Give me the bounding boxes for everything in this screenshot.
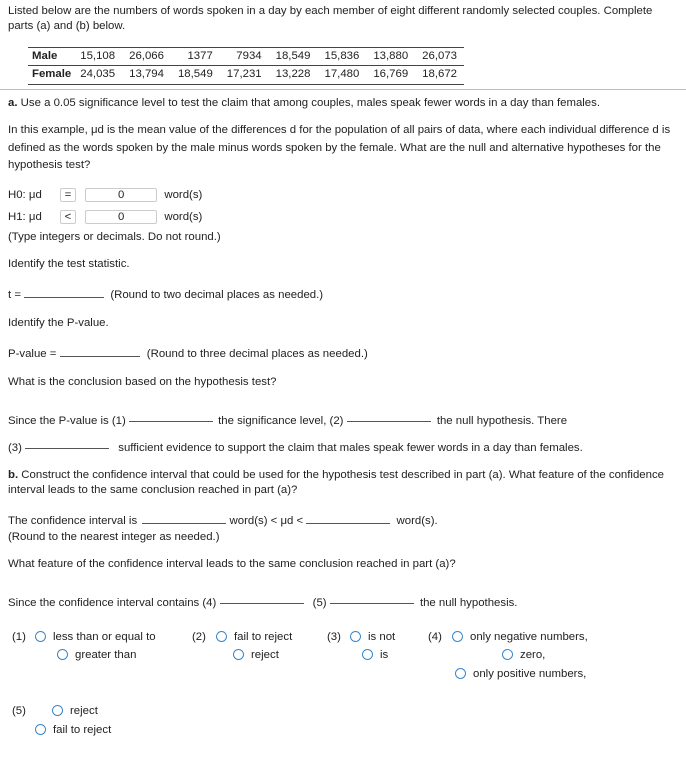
since-line: Since the confidence interval contains (4) (5) the null hypothesis.	[8, 597, 518, 609]
p-prompt: Identify the P-value.	[8, 317, 109, 329]
part-a-context: In this example, μd is the mean value of the differences d for the population of all pairs of data, where each individual difference d is defined as the words spoken by the male minus words spoken by the female. What are the null and alternative hypotheses for the hypothesis test?	[8, 124, 671, 172]
t-stat-input[interactable]	[24, 286, 104, 298]
conclusion-prompt: What is the conclusion based on the hypothesis test?	[8, 376, 277, 388]
radio-icon[interactable]	[52, 705, 63, 716]
option-5-reject[interactable]: reject	[52, 704, 98, 719]
h0-operator-select[interactable]: =	[60, 188, 76, 202]
radio-icon[interactable]	[362, 649, 373, 660]
option-3-is[interactable]: is	[362, 648, 388, 663]
data-table	[28, 47, 464, 85]
dropdown-2-blank[interactable]	[347, 421, 431, 422]
hypothesis-note: (Type integers or decimals. Do not round.)	[8, 231, 221, 243]
h1-value-input[interactable]: 0	[85, 210, 157, 224]
stat-prompt: Identify the test statistic.	[8, 258, 130, 270]
option-2-reject[interactable]: reject	[233, 648, 279, 663]
option-1-less-than-or-equal[interactable]: less than or equal to	[35, 630, 156, 645]
p-row: P-value = (Round to three decimal places as needed.)	[8, 345, 368, 362]
radio-icon[interactable]	[233, 649, 244, 660]
option-4-only-positive[interactable]: only positive numbers,	[455, 667, 586, 682]
h1-operator-select[interactable]: <	[60, 210, 76, 224]
ci-row: The confidence interval is word(s) < μd < word(s).	[8, 512, 438, 529]
p-value-input[interactable]	[60, 345, 140, 357]
table-row-female: Female 24,035 13,794 18,549 17,231 13,228 17,480 16,769 18,672	[28, 66, 464, 84]
h0-row: H0: μd = 0 word(s)	[8, 189, 203, 202]
radio-icon[interactable]	[35, 724, 46, 735]
option-4-zero[interactable]: zero,	[502, 648, 545, 663]
radio-icon[interactable]	[452, 631, 463, 642]
ci-lower-input[interactable]	[142, 512, 226, 524]
divider	[0, 89, 686, 90]
dropdown-3-blank[interactable]	[25, 448, 109, 449]
radio-icon[interactable]	[57, 649, 68, 660]
table-row-male: Male 15,108 26,066 1377 7934 18,549 15,836 13,880 26,073	[28, 48, 464, 66]
ci-upper-input[interactable]	[306, 512, 390, 524]
radio-icon[interactable]	[350, 631, 361, 642]
option-4-only-negative[interactable]: only negative numbers,	[452, 630, 588, 645]
radio-icon[interactable]	[502, 649, 513, 660]
conclusion-line-2: (3) sufficient evidence to support the claim that males speak fewer words in a day than females.	[8, 442, 583, 454]
option-3-is-not[interactable]: is not	[350, 630, 395, 645]
option-1-greater-than[interactable]: greater than	[57, 648, 136, 663]
part-b-question: b. Construct the confidence interval that could be used for the hypothesis test described in part (a). What feature of the confidence interval leads to the same conclusion reached in part (a)?	[8, 469, 664, 497]
feature-prompt: What feature of the confidence interval leads to the same conclusion reached in part (a)?	[8, 558, 456, 570]
intro-text: Listed below are the numbers of words spoken in a day by each member of eight different randomly selected couples. Complete parts (a) and (b) below.	[8, 5, 653, 33]
ci-note: (Round to the nearest integer as needed.)	[8, 531, 220, 543]
conclusion-line-1: Since the P-value is (1) the significance level, (2) the null hypothesis. There	[8, 415, 568, 427]
t-row: t = (Round to two decimal places as needed.)	[8, 286, 323, 303]
h1-row: H1: μd < 0 word(s)	[8, 211, 203, 224]
radio-icon[interactable]	[35, 631, 46, 642]
dropdown-5-blank[interactable]	[330, 603, 414, 604]
option-2-fail-to-reject[interactable]: fail to reject	[216, 630, 292, 645]
radio-icon[interactable]	[455, 668, 466, 679]
dropdown-1-blank[interactable]	[129, 421, 213, 422]
h0-value-input[interactable]: 0	[85, 188, 157, 202]
dropdown-4-blank[interactable]	[220, 603, 304, 604]
option-5-fail-to-reject[interactable]: fail to reject	[35, 723, 111, 738]
part-a-question: a. Use a 0.05 significance level to test the claim that among couples, males speak fewer words in a day than females.	[8, 97, 600, 109]
radio-icon[interactable]	[216, 631, 227, 642]
